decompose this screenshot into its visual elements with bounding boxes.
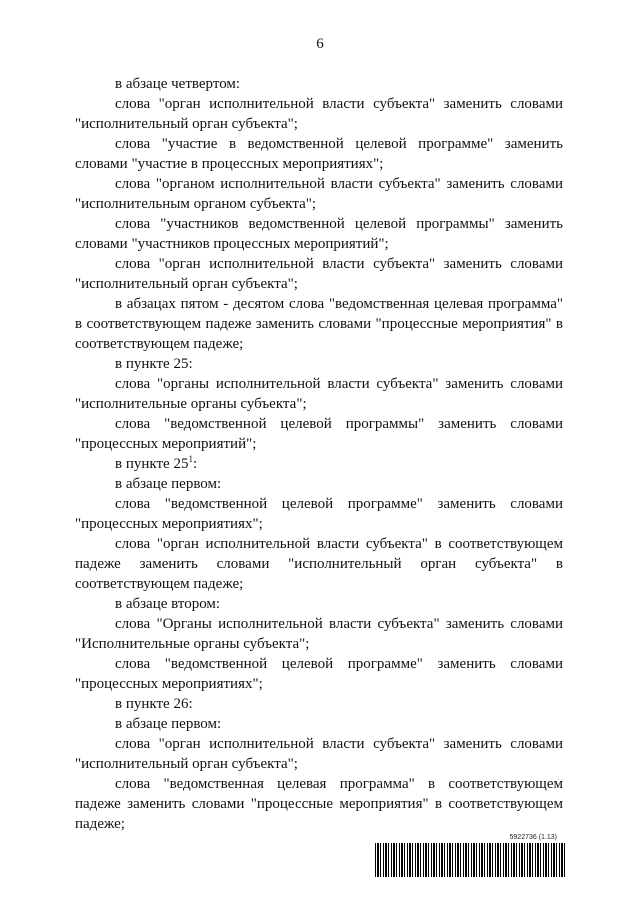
paragraph: слова "органы исполнительной власти субъекта" заменить словами "исполнительные органы субъекта"; (75, 376, 563, 412)
paragraph: в пункте 26: (115, 696, 193, 712)
paragraph: слова "Органы исполнительной власти субъекта" заменить словами "Исполнительные органы субъекта"; (75, 616, 563, 652)
paragraph: слова "органом исполнительной власти субъекта" заменить словами "исполнительным органом субъекта"; (75, 176, 563, 212)
paragraph: слова "участников ведомственной целевой программы" заменить словами "участников процессных мероприятий"; (75, 216, 563, 252)
document-body (75, 74, 563, 834)
paragraph: слова "ведомственной целевой программы" заменить словами "процессных мероприятий"; (75, 416, 563, 452)
paragraph: слова "ведомственной целевой программе" заменить словами "процессных мероприятиях"; (75, 496, 563, 532)
paragraph: в пункте 25: (115, 356, 193, 372)
paragraph: слова "орган исполнительной власти субъекта" в соответствующем падеже заменить словами "исполнительный орган субъекта" в соответствующем падеже; (75, 536, 563, 592)
paragraph: в абзаце втором: (115, 596, 221, 612)
paragraph: в абзаце первом: (115, 716, 222, 732)
paragraph: слова "орган исполнительной власти субъекта" заменить словами "исполнительный орган субъекта"; (75, 736, 563, 772)
paragraph: слова "участие в ведомственной целевой программе" заменить словами "участие в процессных мероприятиях"; (75, 136, 563, 172)
page-number: 6 (316, 36, 324, 52)
point-suffix: : (192, 456, 198, 472)
paragraph: в абзаце четвертом: (115, 76, 241, 92)
paragraph: слова "орган исполнительной власти субъекта" заменить словами "исполнительный орган субъекта"; (75, 256, 563, 292)
paragraph: слова "ведомственной целевой программе" заменить словами "процессных мероприятиях"; (75, 656, 563, 692)
point-superscript: 1 (188, 454, 193, 464)
paragraph: слова "ведомственная целевая программа" в соответствующем падеже заменить словами "процессные мероприятия" в соответствующем падеже; (75, 776, 563, 832)
point-prefix: в пункте 25 (115, 456, 189, 472)
paragraph: в абзацах пятом - десятом слова "ведомственная целевая программа" в соответствующем падеже заменить словами "процессные мероприятия" в соответствующем падеже; (75, 296, 563, 352)
paragraph: слова "орган исполнительной власти субъекта" заменить словами "исполнительный орган субъекта"; (75, 96, 563, 132)
barcode-block (375, 834, 565, 878)
barcode-image (375, 843, 565, 877)
paragraph-point-25-1 (75, 454, 563, 474)
barcode-number: 5922736 (1.13) (509, 834, 557, 841)
paragraph: в абзаце первом: (115, 476, 222, 492)
